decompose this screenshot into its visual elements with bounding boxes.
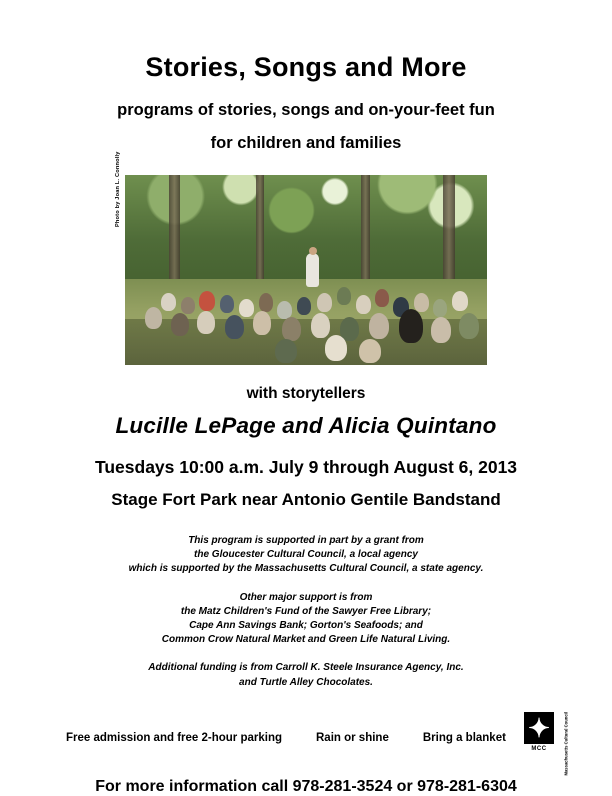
photo-audience-figure [399,309,423,343]
poster-subtitle-line-2: for children and families [210,134,402,152]
photo-audience-figure [459,313,479,339]
photo-audience-figure [431,317,451,343]
support-line: which is supported by the Massachusetts Cultural Council, a state agency. [128,563,484,575]
photo-audience-figure [311,313,330,338]
photo-audience-figure [414,293,429,312]
support-line: and Turtle Alley Chocolates. [239,676,373,688]
photo-storyteller-head [309,247,317,255]
support-line: the Gloucester Cultural Council, a local agency [194,549,418,561]
photo-audience-figure [145,307,162,329]
bottom-info-row [0,711,612,776]
contact-line: For more information call 978-281-3524 or 978-281-6304 [95,777,517,795]
mcc-logo-label: MCC [531,745,547,752]
star-icon: ✦ [528,712,550,743]
photo-tree-trunk [169,175,180,295]
support-block-major [0,577,612,648]
event-schedule: Tuesdays 10:00 a.m. July 9 through August 6, 2013 [94,457,518,477]
photo-audience-figure [369,313,389,339]
photo-credit: Photo by Joan L. Connolly [115,151,121,227]
photo-tree-trunk [443,175,455,295]
photo-audience-figure [197,311,215,334]
photo-audience-figure [259,293,273,312]
with-storytellers-label: with storytellers [246,385,366,402]
photo-audience-figure [452,291,468,311]
support-line: the Matz Children's Fund of the Sawyer Free Library; [180,605,432,617]
bottom-info-admission: Free admission and free 2-hour parking [66,731,282,744]
photo-audience-figure [317,293,332,312]
photo-audience-figure [337,287,351,305]
support-block-primary [0,510,612,577]
photo-audience-figure [225,315,244,339]
photo-tree-trunk [256,175,264,295]
photo-audience-figure [181,297,195,314]
support-block-additional [0,647,612,689]
photo-audience-figure [199,291,215,311]
support-line: Other major support is from [239,591,373,603]
support-line: This program is supported in part by a grant from [188,535,424,546]
photo-audience-figure [161,293,176,311]
photo-audience-figure [253,311,271,335]
support-line: Cape Ann Savings Bank; Gorton's Seafoods; and [189,619,423,631]
photo-audience-figure [359,339,381,363]
event-location: Stage Fort Park near Antonio Gentile Bandstand [111,490,501,509]
support-line: Additional funding is from Carroll K. Steele Insurance Agency, Inc. [148,662,464,674]
photo-tree-trunk [361,175,370,295]
poster-subtitle-line-1: programs of stories, songs and on-your-feet fun [117,101,495,119]
bottom-info-blanket: Bring a blanket [422,731,506,744]
photo-audience-figure [275,339,297,363]
support-line: Common Crow Natural Market and Green Life Natural Living. [161,634,451,646]
photo-audience-figure [220,295,234,313]
storyteller-names: Lucille LePage and Alicia Quintano [115,413,497,438]
event-photo [125,175,487,365]
photo-audience-figure [325,335,347,361]
mcc-logo-mark [524,712,554,744]
bottom-info-weather: Rain or shine [316,731,389,744]
photo-audience-figure [171,313,189,336]
photo-audience-figure [375,289,389,307]
photo-figure [115,151,487,365]
photo-audience-figure [356,295,371,314]
photo-audience-figure [297,297,311,315]
photo-audience-figure [239,299,254,317]
bottom-info-items [66,732,506,744]
mcc-logo-side-text: Massachusetts Cultural Council [564,711,569,776]
photo-audience-figure [433,299,447,317]
photo-audience-figure [282,317,301,341]
mcc-logo [522,711,569,776]
photo-storyteller [306,253,319,287]
page-title: Stories, Songs and More [145,52,467,82]
